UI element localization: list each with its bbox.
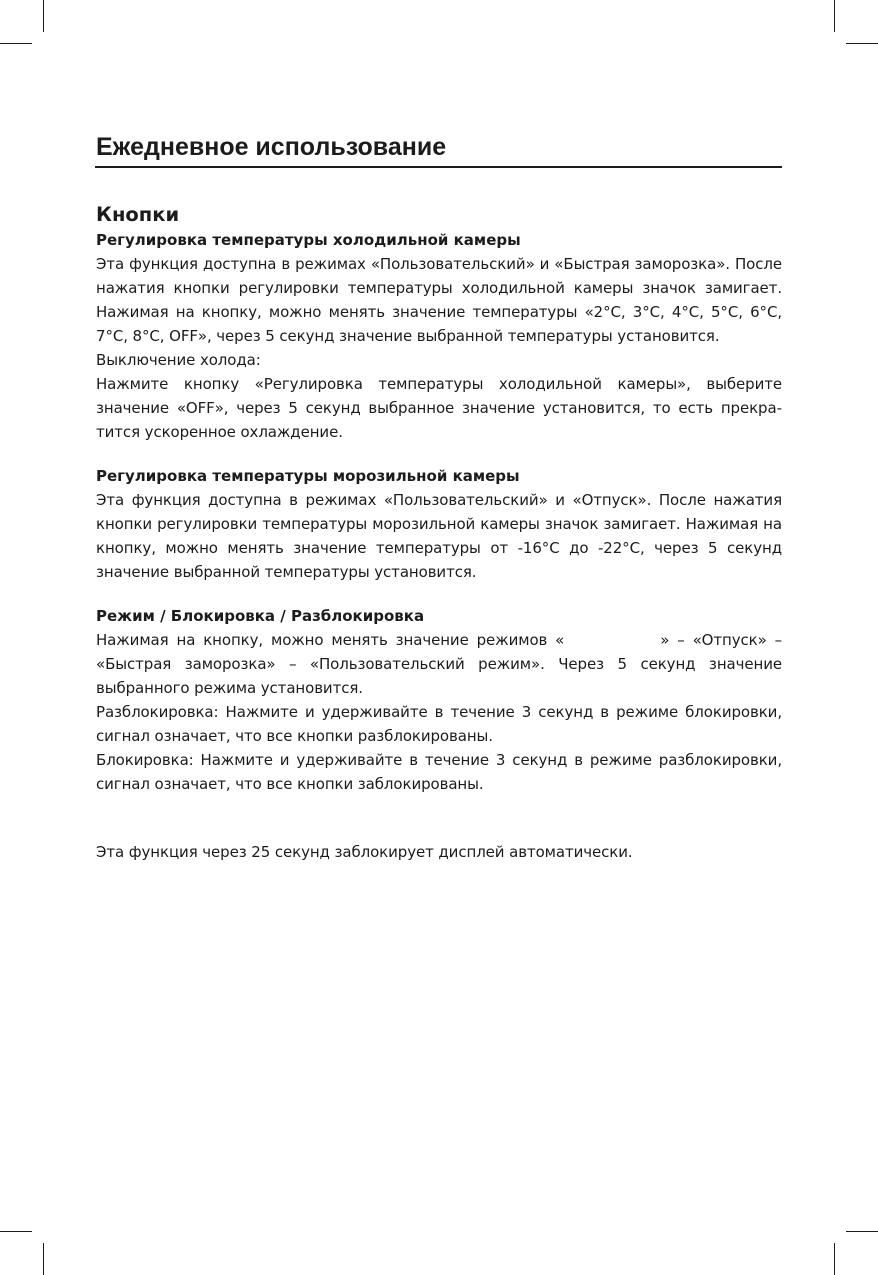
fridge-temp-section — [96, 228, 782, 444]
document-body — [96, 202, 782, 864]
crop-mark-bottom-right-horizontal — [846, 1231, 878, 1232]
crop-mark-top-right-horizontal — [846, 43, 878, 44]
crop-mark-bottom-left-vertical — [43, 1243, 44, 1275]
mode-lock-section — [96, 604, 782, 796]
fridge-temp-title: Регулировка температуры холодильной камеры — [96, 231, 521, 249]
lock-paragraph: Блокировка: Нажмите и удерживайте в течение 3 секунд в режиме разблокировки, сигнал означает, что все кнопки заблокированы. — [96, 751, 782, 793]
mode-text-after: » – «Отпуск» – «Быстрая заморозка» – «Пользовательский режим». Через 5 секунд значение выбранного режима установится. — [96, 631, 782, 697]
mode-switch-paragraph — [96, 628, 782, 700]
freezer-temp-paragraph: Эта функция доступна в режимах «Пользовательский» и «Отпуск». После нажатия кнопки регулировки температуры морозильной камеры значок замигает. Нажимая на кнопку, можно менять значение температуры от -16°C до -22°C, через 5 секунд значение выбранной температуры установится. — [96, 491, 782, 581]
section-title-buttons: Кнопки — [96, 203, 180, 226]
auto-lock-paragraph: Эта функция через 25 секунд заблокирует дисплей автоматически. — [96, 843, 633, 861]
freezer-temp-title: Регулировка температуры морозильной камеры — [96, 467, 520, 485]
mode-text-before: Нажимая на кнопку, можно менять значение режимов « — [96, 631, 565, 649]
page-title: Ежедневное использование — [96, 133, 447, 161]
freezer-temp-section — [96, 464, 782, 584]
crop-mark-top-right-vertical — [834, 0, 835, 32]
mode-lock-title: Режим / Блокировка / Разблокировка — [96, 607, 425, 625]
title-divider — [95, 166, 782, 168]
crop-mark-top-left-vertical — [43, 0, 44, 32]
fridge-temp-paragraph: Эта функция доступна в режимах «Пользовательский» и «Быстрая заморозка». После нажатия кнопки регулировки температуры холодильной камеры значок замигает. Нажимая на кнопку, можно менять значение температуры «2°C, 3°C, 4°C, 5°C, 6°C, 7°C, 8°C, OFF», через 5 секунд значение выбранной температуры установится. — [96, 255, 782, 345]
unlock-paragraph: Разблокировка: Нажмите и удерживайте в течение 3 секунд в режиме блокировки, сигнал означает, что все кнопки разблокированы. — [96, 703, 782, 745]
crop-mark-top-left-horizontal — [0, 43, 32, 44]
crop-mark-bottom-right-vertical — [834, 1243, 835, 1275]
cooling-off-paragraph: Нажмите кнопку «Регулировка температуры холодильной камеры», выберите значение «OFF», через 5 секунд выбранное значение установится, то есть прекратится ускоренное охлаждение. — [96, 375, 782, 441]
cooling-off-label: Выключение холода: — [96, 351, 261, 369]
crop-mark-bottom-left-horizontal — [0, 1231, 32, 1232]
